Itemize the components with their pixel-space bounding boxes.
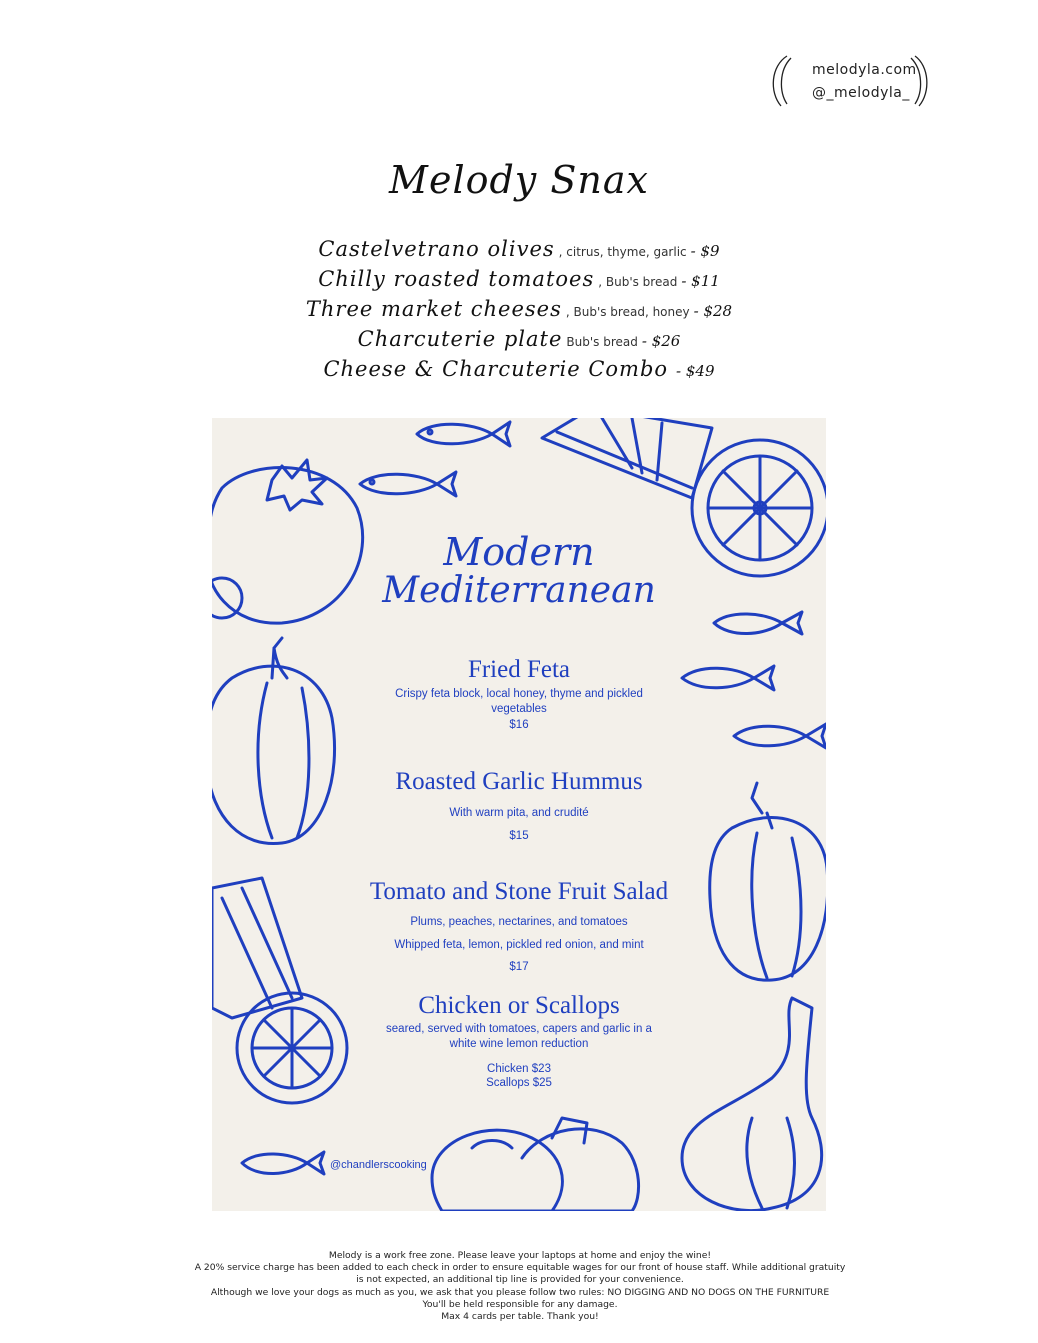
snax-item-price: - $49 [676, 362, 715, 380]
snax-item-desc: , Bub's bread, honey [565, 305, 690, 319]
snax-item-name: Cheese & Charcuterie Combo [323, 357, 669, 381]
menu-item-desc: Plums, peaches, nectarines, and tomatoes [410, 916, 628, 928]
menu-script-title-line1: Modern [443, 530, 595, 574]
snax-item [0, 324, 1038, 354]
page-title: Melody Snax [389, 158, 649, 202]
menu-script-title-line2: Mediterranean [382, 570, 656, 611]
fish-icon [714, 612, 802, 634]
bracket-doodle-icon [765, 52, 935, 110]
footer-line: Melody is a work free zone. Please leave your laptops at home and enjoy the wine! [328, 1250, 712, 1261]
footer-line: A 20% service charge has been added to each check in order to ensure equitable wages for our front of house staff. While additional gratuity [194, 1262, 846, 1274]
footer-line: is not expected, an additional tip line is provided for your convenience. [356, 1274, 684, 1286]
snax-item-name: Chilly roasted tomatoes [318, 267, 595, 291]
snax-item-price: - $26 [641, 332, 681, 350]
menu-item-price: $17 [509, 961, 529, 973]
fish-icon [242, 1152, 324, 1174]
fish-icon [417, 422, 510, 446]
snax-item [0, 294, 1038, 324]
menu-item-price: $16 [509, 719, 529, 731]
snax-item [0, 354, 1038, 384]
fish-icon [734, 724, 826, 748]
snax-item-desc: Bub's bread [566, 335, 638, 349]
menu-item-title: Fried Feta [467, 656, 571, 683]
snax-item-desc: , Bub's bread [598, 275, 678, 289]
menu-item-price: $15 [509, 830, 529, 842]
footer-notice [180, 1250, 860, 1323]
lemon-slice-icon [212, 878, 347, 1103]
menu-item-title: Roasted Garlic Hummus [395, 768, 643, 795]
menu-item-desc: Whipped feta, lemon, pickled red onion, and mint [394, 939, 644, 951]
snax-item-price: - $9 [690, 242, 720, 260]
garlic-icon [682, 998, 822, 1211]
snax-list [0, 234, 1038, 384]
mushroom-icon [432, 1118, 639, 1211]
snax-item-price: - $11 [681, 272, 720, 290]
social-handle-block [765, 52, 935, 110]
footer-line: Although we love your dogs as much as you, we ask that you please follow two rules: NO DIGGING AND NO DOGS ON THE FURNITURE [210, 1286, 830, 1298]
snax-item-price: - $28 [693, 302, 733, 320]
footer-line: Max 4 cards per table. Thank you! [441, 1311, 599, 1323]
footer-line: You'll be held responsible for any damage. [422, 1298, 618, 1310]
menu-item-price: Scallops $25 [486, 1077, 552, 1089]
fish-icon [360, 472, 456, 496]
menu-item-price: Chicken $23 [487, 1063, 551, 1075]
illustration-credit[interactable]: @chandlerscooking [330, 1159, 427, 1171]
menu-item-desc: Crispy feta block, local honey, thyme and pickled vegetables [395, 688, 643, 715]
menu-item-desc: seared, served with tomatoes, capers and garlic in a white wine lemon reduction [386, 1023, 652, 1050]
snax-item-name: Castelvetrano olives [318, 237, 555, 261]
website-link[interactable]: melodyla.com [812, 62, 917, 78]
snax-item-name: Three market cheeses [305, 297, 562, 321]
snax-item [0, 264, 1038, 294]
snax-item-desc: , citrus, thyme, garlic [558, 245, 687, 259]
menu-item-title: Tomato and Stone Fruit Salad [369, 878, 669, 905]
snax-item-name: Charcuterie plate [357, 327, 563, 351]
social-handle[interactable]: @_melodyla_ [812, 85, 910, 101]
snax-item [0, 234, 1038, 264]
menu-card [212, 418, 826, 1211]
menu-item-desc: With warm pita, and crudité [449, 807, 589, 819]
menu-item-title: Chicken or Scallops [418, 992, 620, 1019]
